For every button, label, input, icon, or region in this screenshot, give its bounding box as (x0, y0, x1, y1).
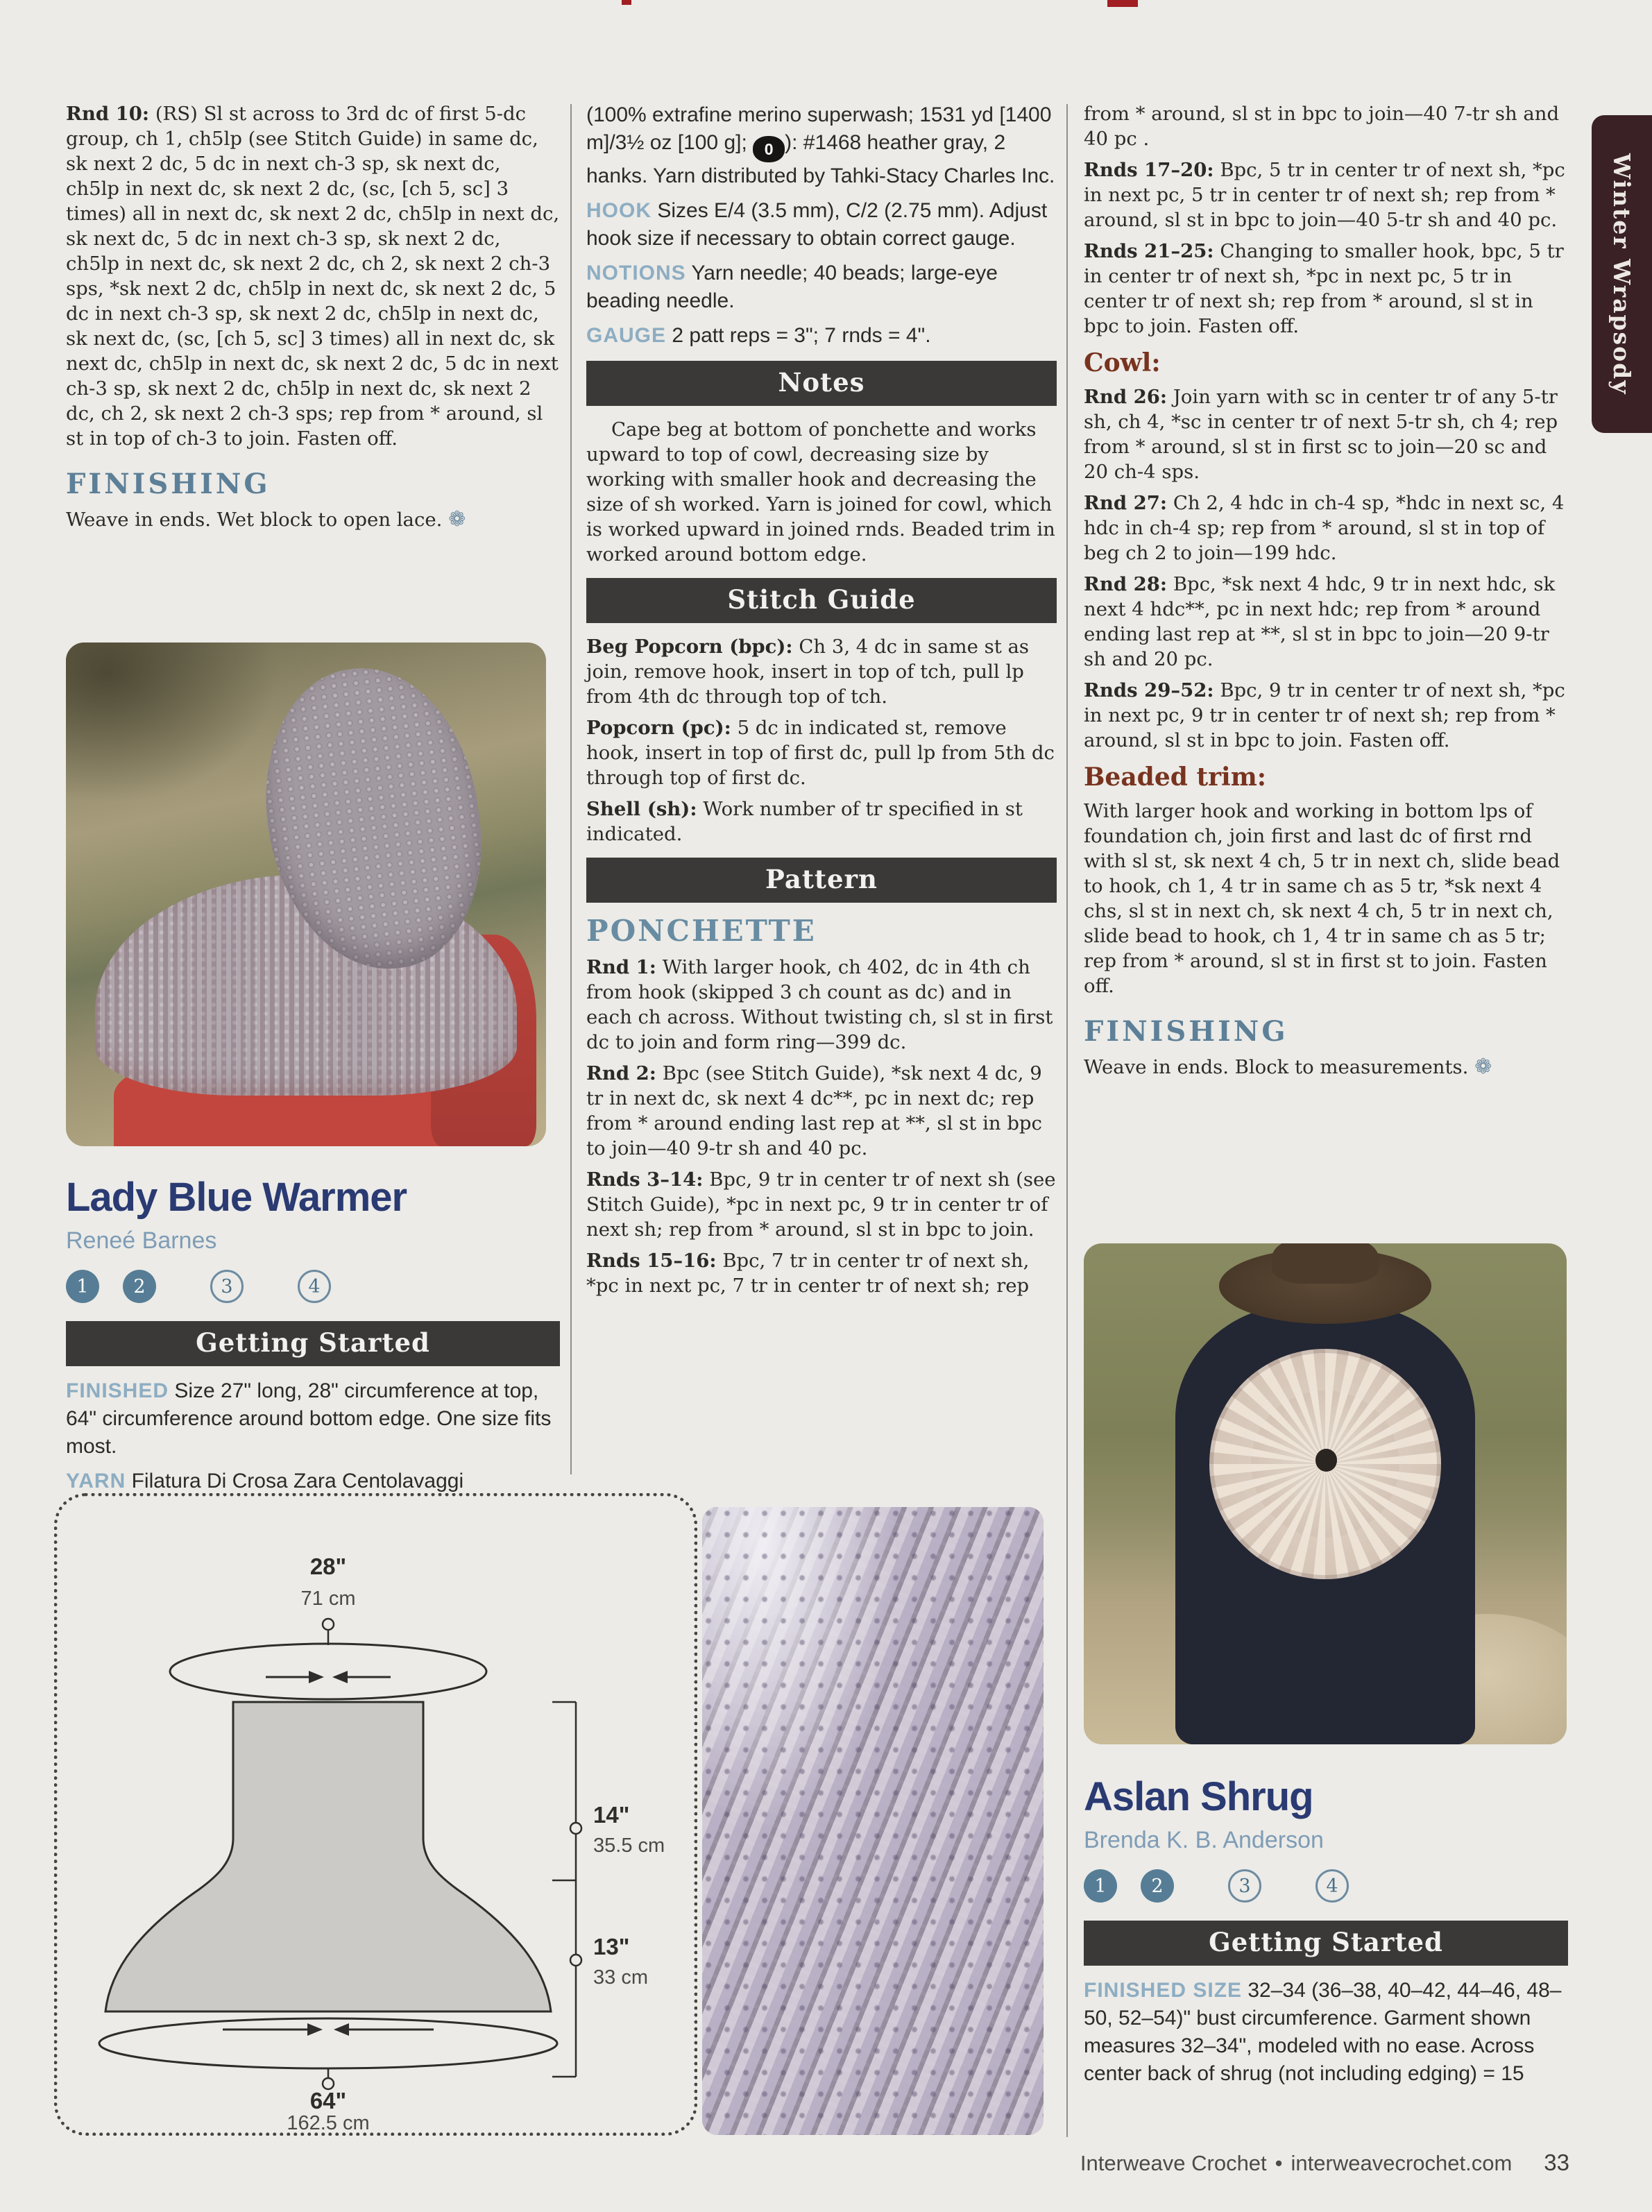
skill-circle-3: 3 (1228, 1869, 1261, 1903)
schematic-cowl-inches: 14" (593, 1802, 630, 1828)
end-of-pattern-flower-icon: ❁ (448, 507, 466, 531)
bottom-circumference-ellipse (99, 2018, 557, 2068)
finished-label: FINISHED (66, 1379, 169, 1402)
lady-blue-warmer-info (66, 1174, 560, 1502)
column-divider (1066, 104, 1068, 2137)
stitch-guide-entry: Beg Popcorn (bpc): Ch 3, 4 dc in same st as join, remove hook, insert in top of tch, pull lp from 4th dc through top of tch. (586, 636, 1030, 708)
stitch-guide-bar: Stitch Guide (586, 578, 1057, 623)
round-label: Rnd 10: (66, 103, 150, 125)
gauge-label: GAUGE (586, 324, 667, 347)
round-label: Rnds 29–52: (1084, 679, 1214, 701)
measure-marker (323, 1619, 334, 1630)
getting-started-bar: Getting Started (1084, 1921, 1568, 1966)
skill-circle-2: 2 (1141, 1869, 1174, 1903)
stitch-guide-entry: Popcorn (pc): 5 dc in indicated st, remove hook, insert in top of first dc, pull lp from 5th dc through top of first dc. (586, 717, 1055, 789)
schematic-bottom-inches: 64" (309, 2088, 347, 2113)
schematic-svg (58, 1497, 694, 2132)
schematic-bottom-cm: 162.5 cm (287, 2112, 370, 2132)
gauge-paragraph: GAUGE 2 patt reps = 3"; 7 rnds = 4". (586, 324, 931, 347)
designer-byline: Reneé Barnes (66, 1227, 217, 1254)
beaded-trim-heading: Beaded trim: (1084, 763, 1267, 792)
hook-label: HOOK (586, 199, 652, 222)
skill-circle-4: 4 (1315, 1869, 1349, 1903)
stitch-term: Shell (sh): (586, 798, 697, 820)
skill-circle-1: 1 (66, 1270, 99, 1303)
pattern-round-paragraph: Rnd 2: Bpc (see Stitch Guide), *sk next 4 dc, 9 tr in next dc, sk next 4 dc**, pc in next dc; rep from * around ending last rep at **, sl st in bpc to join—40 9-tr sh and 40 pc. (586, 1062, 1042, 1159)
pattern-title: Lady Blue Warmer (66, 1175, 407, 1220)
round-label: Rnds 3–14: (586, 1168, 704, 1191)
skill-circle-3: 3 (210, 1270, 244, 1303)
pattern-round-paragraph: Rnds 3–14: Bpc, 9 tr in center tr of next sh (see Stitch Guide), *pc in next pc, 9 tr in center tr of next sh; rep from * around, sl st in bpc to join. (586, 1168, 1056, 1241)
pattern-round-paragraph: Rnds 21–25: Changing to smaller hook, bpc, 5 tr in center tr of next sh, *pc in next pc, 5 tr in center tr of next sh; rep from * around, sl st in bpc to join. Fasten off. (1084, 240, 1564, 337)
notes-bar: Notes (586, 361, 1057, 406)
yarn-details-paragraph: (100% extrafine merino superwash; 1531 yd [1400 m]/3½ oz [100 g]; 0 ): #1468 heather gray, 2 hanks. Yarn distributed by Tahki-Stacy Charles Inc. (586, 103, 1055, 187)
finishing-heading: FINISHING (1084, 1015, 1288, 1048)
round-label: Rnds 17–20: (1084, 159, 1214, 181)
finished-size-paragraph: FINISHED Size 27" long, 28" circumference at top, 64" circumference around bottom edge. One size fits most. (66, 1379, 552, 1458)
pattern-round-paragraph: Rnd 27: Ch 2, 4 hdc in ch-4 sp, *hdc in next sc, 4 hdc in ch-4 sp; rep from * around, sl st in top of beg ch 2 to join—199 hdc. (1084, 492, 1565, 564)
aslan-shrug-info (1084, 1773, 1568, 2095)
beaded-trim-text: With larger hook and working in bottom lps of foundation ch, join first and last dc of first rnd with sl st, sk next 4 ch, 5 tr in next ch, slide bead to hook, ch 1, 4 tr in same ch as 5 tr, *sk next 4 chs, sl st in next ch, sk next 4 ch, 5 tr in next ch, slide bead to hook, ch 1, 4 tr in same ch as 5 tr; rep from * around, sl st in first st to join. Fasten off. (1084, 800, 1560, 997)
page-footer (0, 2150, 1569, 2176)
photo-lady-blue-warmer-model (66, 643, 546, 1146)
yarn-paragraph: YARN Filatura Di Crosa Zara Centolavaggi (66, 1470, 464, 1492)
skill-level-indicator (66, 1270, 560, 1303)
column-1 (66, 101, 560, 538)
schematic-diagram (54, 1493, 697, 2136)
top-circumference-ellipse (170, 1644, 486, 1699)
notions-label: NOTIONS (586, 262, 686, 284)
round-label: Rnd 1: (586, 956, 656, 978)
end-of-pattern-flower-icon: ❁ (1474, 1055, 1492, 1079)
notes-text: Cape beg at bottom of ponchette and works upward to top of cowl, decreasing size by working with smaller hook and decreasing the size of sh worked. Yarn is joined for cowl, which is worked upward in joined rnds. Beaded trim in worked around bottom edge. (586, 418, 1055, 565)
magazine-website: interweavecrochet.com (1291, 2151, 1513, 2175)
stitch-term: Beg Popcorn (bpc): (586, 636, 793, 658)
round-label: Rnds 15–16: (586, 1250, 717, 1272)
print-registration-mark (1107, 0, 1138, 7)
print-registration-mark (622, 0, 631, 5)
finishing-text: Weave in ends. Wet block to open lace. ❁ (66, 507, 466, 531)
model-hat-crown (1272, 1243, 1378, 1284)
skill-circle-1: 1 (1084, 1869, 1117, 1903)
pattern-continuation: from * around, sl st in bpc to join—40 7-tr sh and 40 pc . (1084, 103, 1560, 150)
round-label: Rnd 26: (1084, 386, 1168, 408)
stitch-term: Popcorn (pc): (586, 717, 731, 739)
ponchette-heading: PONCHETTE (586, 914, 817, 948)
round-label: Rnd 2: (586, 1062, 656, 1084)
skill-level-indicator (1084, 1869, 1568, 1903)
page-number: 33 (1544, 2150, 1569, 2175)
finishing-text: Weave in ends. Block to measurements. ❁ (1084, 1055, 1492, 1079)
round-label: Rnd 28: (1084, 573, 1168, 595)
round-label: Rnds 21–25: (1084, 240, 1214, 262)
getting-started-bar: Getting Started (66, 1321, 560, 1366)
lace-dots (702, 1507, 1044, 2135)
schematic-top-inches: 28" (309, 1554, 347, 1579)
round-text: (RS) Sl st across to 3rd dc of first 5-dc group, ch 1, ch5lp (see Stitch Guide) in same dc, sk next 2 dc, 5 dc in next ch-3 sp, sk next dc, ch5lp in next dc, sk next 2 dc, (sc, [ch 5, sc] 3 times) all in next dc, sk next 2 dc, ch5lp in next dc, sk next dc, 5 dc in next ch-3 sp, sk next 2 dc, ch5lp in next dc, sk next 2 dc, ch 2, sk next 2 ch-3 sps, *sk next 2 dc, ch5lp in next dc, sk next 2 dc, 5 dc in next ch-3 sp, sk next 2 dc, ch5lp in next dc, sk next dc, (sc, [ch 5, sc] 3 times) all in next dc, sk next dc, ch5lp in next dc, sk next 2 dc, 5 dc in next ch-3 sp, sk next 2 dc, ch5lp in next dc, sk next 2 dc, ch 2, sk next 2 ch-3 sps; rep from * around, sl st in top of ch-3 to join. Fasten off. (66, 103, 560, 450)
pattern-round-paragraph: Rnds 17–20: Bpc, 5 tr in center tr of next sh, *pc in next pc, 5 tr in center tr of next sh; rep from * around, sl st in bpc to join—40 5-tr sh and 40 pc. (1084, 159, 1565, 231)
photo-lace-swatch-detail (702, 1507, 1044, 2135)
measure-marker (570, 1823, 581, 1834)
yarn-label: YARN (66, 1470, 126, 1492)
motif-center (1315, 1449, 1337, 1471)
pattern-round-paragraph: Rnds 29–52: Bpc, 9 tr in center tr of next sh, *pc in next pc, 9 tr in center tr of next sh; rep from * around, sl st in bpc to join. Fasten off. (1084, 679, 1565, 751)
schematic-cape-inches: 13" (593, 1934, 630, 1959)
stitch-guide-entry: Shell (sh): Work number of tr specified in st indicated. (586, 798, 1023, 845)
skill-circle-4: 4 (298, 1270, 331, 1303)
pattern-round-paragraph: Rnds 15–16: Bpc, 7 tr in center tr of next sh, *pc in next pc, 7 tr in center tr of next sh; rep (586, 1250, 1030, 1297)
garment-outline (105, 1702, 551, 2011)
measure-marker (570, 1955, 581, 1966)
column-divider (570, 104, 572, 1474)
schematic-top-cm: 71 cm (300, 1588, 356, 1610)
round-label: Rnd 27: (1084, 492, 1168, 514)
column-2 (586, 101, 1057, 1304)
hook-paragraph: HOOK Sizes E/4 (3.5 mm), C/2 (2.75 mm). Adjust hook size if necessary to obtain correct gauge. (586, 199, 1048, 250)
finished-size-label: FINISHED SIZE (1084, 1979, 1243, 2002)
pattern-round-paragraph (66, 101, 560, 451)
yarn-weight-icon: 0 (753, 136, 785, 162)
photo-aslan-shrug-model (1084, 1243, 1567, 1744)
footer-bullet: • (1275, 2151, 1283, 2175)
column-3 (1084, 101, 1568, 1086)
designer-byline: Brenda K. B. Anderson (1084, 1827, 1324, 1853)
cowl-heading: Cowl: (1084, 348, 1161, 377)
pattern-round-paragraph: Rnd 28: Bpc, *sk next 4 hdc, 9 tr in next hdc, sk next 4 hdc**, pc in next hdc; rep from * around ending last rep at **, sl st in bpc to join—20 9-tr sh and 20 pc. (1084, 573, 1556, 670)
schematic-cowl-cm: 35.5 cm (593, 1835, 665, 1857)
notions-paragraph: NOTIONS Yarn needle; 40 beads; large-eye beading needle. (586, 262, 998, 312)
pattern-round-paragraph: Rnd 26: Join yarn with sc in center tr of any 5-tr sh, ch 4, *sc in center tr of next 5-tr sh, ch 4; rep from * around, sl st in first sc to join—20 sc and 20 ch-4 sps. (1084, 386, 1558, 483)
section-tab-label: Winter Wrapsody (1608, 153, 1635, 395)
photo-shrub (66, 643, 291, 814)
section-tab-winter-wrapsody (1592, 115, 1652, 433)
finished-size-paragraph: FINISHED SIZE 32–34 (36–38, 40–42, 44–46, 48–50, 52–54)" bust circumference. Garment shown measures 32–34", modeled with no ease. Across center back of shrug (not including edging) = 15 (1084, 1979, 1562, 2085)
finishing-heading: FINISHING (66, 468, 271, 500)
pattern-bar: Pattern (586, 858, 1057, 903)
schematic-cape-cm: 33 cm (593, 1966, 648, 1989)
magazine-name: Interweave Crochet (1080, 2151, 1267, 2175)
pattern-round-paragraph: Rnd 1: With larger hook, ch 402, dc in 4th ch from hook (skipped 3 ch count as dc) and in each ch across. Without twisting ch, sl st in first dc to join and form ring—399 dc. (586, 956, 1053, 1053)
skill-circle-2: 2 (123, 1270, 156, 1303)
pattern-title: Aslan Shrug (1084, 1774, 1313, 1819)
